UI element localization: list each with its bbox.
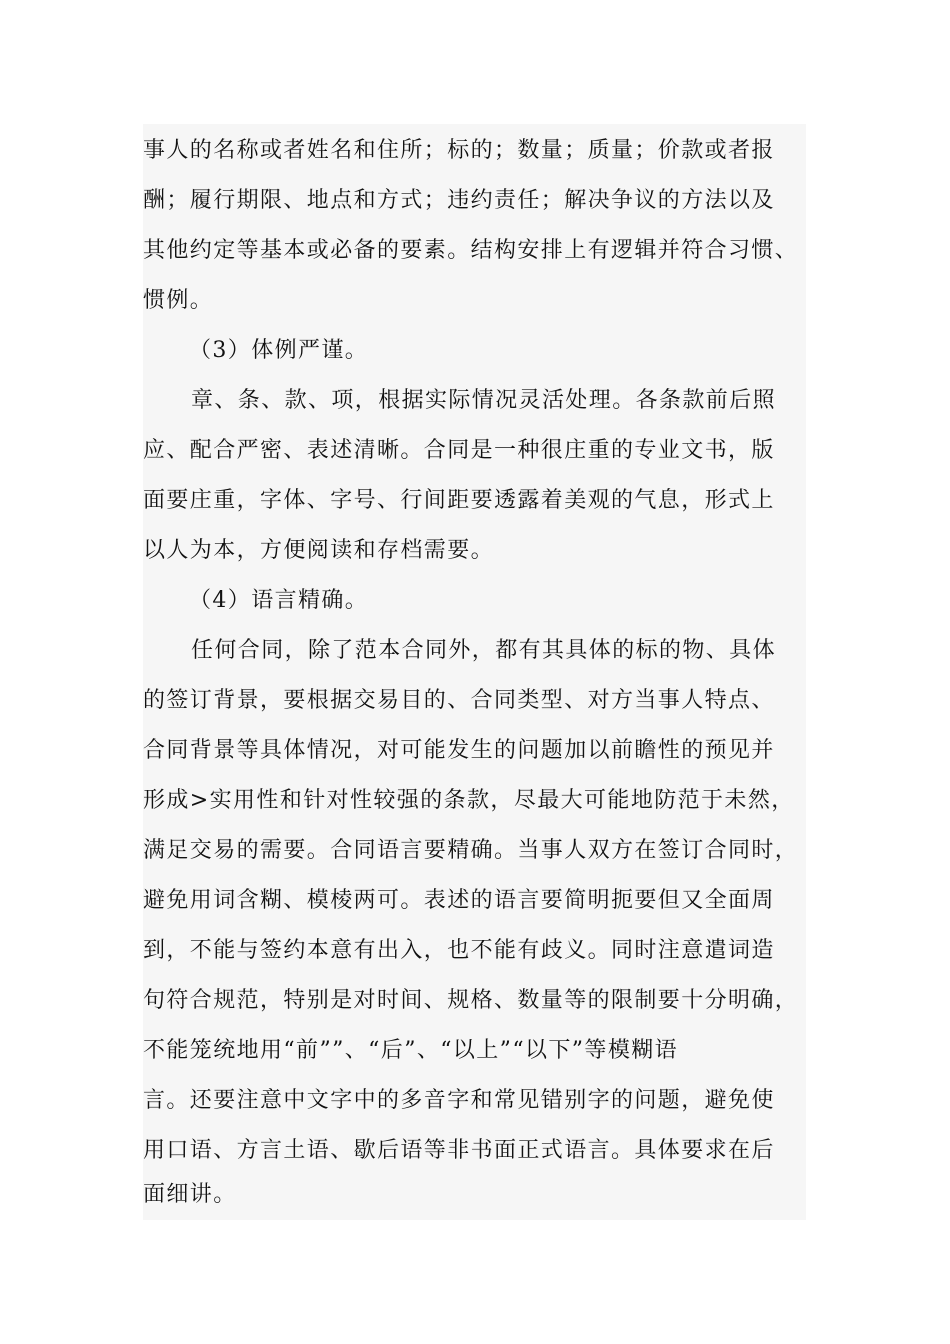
text-line: 酬；履行期限、地点和方式；违约责任；解决争议的方法以及 xyxy=(143,188,775,213)
text-line: 用口语、方言土语、歇后语等非书面正式语言。具体要求在后 xyxy=(143,1138,775,1163)
text-line: 句符合规范，特别是对时间、规格、数量等的限制要十分明确， xyxy=(143,988,799,1013)
text-line: 到，不能与签约本意有出入，也不能有歧义。同时注意遣词造 xyxy=(143,938,775,963)
text-line: 言。还要注意中文字中的多音字和常见错别字的问题，避免使 xyxy=(143,1088,775,1113)
text-line: 面细讲。 xyxy=(143,1182,237,1207)
text-line: 惯例。 xyxy=(143,288,214,313)
text-line: 其他约定等基本或必备的要素。结构安排上有逻辑并符合习惯、 xyxy=(143,238,799,263)
text-line: 面要庄重，字体、字号、行间距要透露着美观的气息，形式上 xyxy=(143,488,775,513)
text-line: 应、配合严密、表述清晰。合同是一种很庄重的专业文书，版 xyxy=(143,438,775,463)
section-heading-4: （4）语言精确。 xyxy=(189,588,369,613)
section-heading-3: （3）体例严谨。 xyxy=(189,338,369,363)
text-line: 事人的名称或者姓名和住所；标的；数量；质量；价款或者报 xyxy=(143,138,775,163)
text-line: 避免用词含糊、模棱两可。表述的语言要简明扼要但又全面周 xyxy=(143,888,775,913)
text-line: 不能笼统地用“前””、“后”、“以上”“以下”等模糊语 xyxy=(143,1038,679,1063)
text-line: 任何合同，除了范本合同外，都有其具体的标的物、具体 xyxy=(191,638,777,663)
text-line: 以人为本，方便阅读和存档需要。 xyxy=(143,538,495,563)
text-line: 的签订背景，要根据交易目的、合同类型、对方当事人特点、 xyxy=(143,688,775,713)
text-line: 章、条、款、项，根据实际情况灵活处理。各条款前后照 xyxy=(191,388,777,413)
text-line: 满足交易的需要。合同语言要精确。当事人双方在签订合同时， xyxy=(143,838,799,863)
text-line: 形成>实用性和针对性较强的条款，尽最大可能地防范于未然， xyxy=(143,788,795,813)
text-line: 合同背景等具体情况，对可能发生的问题加以前瞻性的预见并 xyxy=(143,738,775,763)
document-body xyxy=(143,124,806,1220)
